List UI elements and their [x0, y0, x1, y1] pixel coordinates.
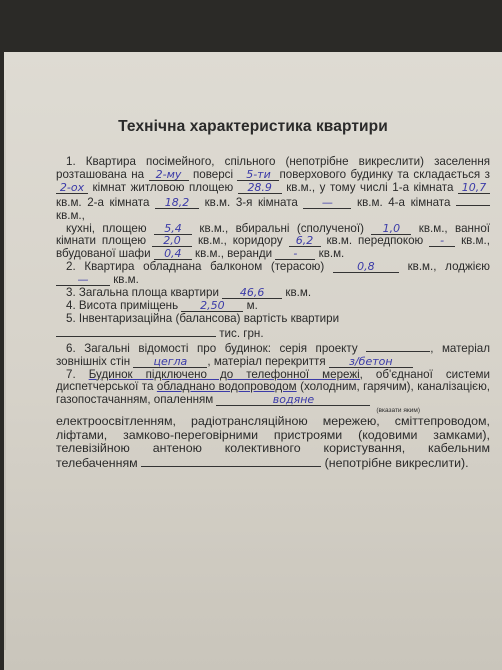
field-floor[interactable]: 2-му [149, 169, 189, 181]
field-veranda[interactable]: - [275, 248, 315, 260]
text: 4. Висота приміщень [66, 298, 179, 312]
field-hall[interactable]: - [429, 235, 455, 247]
text: 7. [66, 367, 76, 381]
paragraph-1 [56, 156, 490, 223]
field-bathroom[interactable]: 2,0 [152, 235, 192, 247]
text: кв.м. 4-а кімната [357, 195, 451, 209]
text: кв.м. [318, 247, 345, 261]
text: об'єднаної системи диспетчерської та [56, 367, 490, 394]
text: (непотрібне викреслити). [324, 456, 469, 470]
field-project-series[interactable] [366, 341, 430, 352]
document-body [56, 156, 490, 471]
text: кв.м., вбудованої шафи [56, 234, 490, 261]
field-wall-material[interactable]: цегла [133, 356, 207, 368]
text: кв.м., [56, 208, 85, 222]
text: 1. Квартира посімейного, спільного (непотрібне викреслити) заселення розташована на [56, 155, 490, 181]
field-loggia[interactable]: — [56, 274, 110, 286]
document-title: Технічна характеристика квартири [118, 118, 388, 135]
text: тис. грн. [219, 326, 264, 340]
field-room-1[interactable]: 10,7 [458, 182, 490, 194]
field-kitchen[interactable]: 5,4 [154, 223, 192, 235]
text: , матеріал зовнішніх стін [56, 341, 490, 368]
field-value[interactable] [56, 326, 216, 337]
field-corridor[interactable]: 6,2 [289, 235, 321, 247]
text: кв.м., у тому числі 1-а кімната [286, 180, 454, 194]
page-fold [4, 90, 6, 650]
text: кв.м., веранди [195, 247, 273, 261]
paragraph-6 [56, 341, 490, 369]
text: кв.м. 2-а кімната [56, 195, 150, 209]
text: кімнат житловою площею [92, 180, 234, 194]
text: поверсі [193, 167, 234, 181]
text: 5. Інвентаризаційна (балансова) вартість квартири [66, 311, 340, 325]
hint-specify: (вказати яким) [376, 407, 420, 415]
text: поверхового будинку та складається з [279, 167, 490, 181]
text: м. [246, 298, 258, 312]
field-total-area[interactable]: 46,6 [222, 287, 282, 299]
text-underlined: Будинок підключено до телефонної мережі, [88, 367, 363, 381]
text: 6. Загальні відомості про будинок: серія проекту [66, 341, 358, 355]
field-heating[interactable]: водяне [216, 394, 370, 406]
field-room-2[interactable]: 18,2 [155, 197, 199, 209]
text: 2. Квартира обладнана балконом (терасою) [66, 260, 325, 274]
field-ceiling-material[interactable]: з/бетон [329, 356, 413, 368]
text: кв.м. [113, 273, 139, 287]
text: кухні, площею [66, 221, 147, 235]
field-cable[interactable] [141, 456, 321, 467]
paragraph-7b [56, 415, 490, 470]
field-toilet[interactable]: 1,0 [371, 223, 411, 235]
text: 3. Загальна площа квартири [66, 286, 219, 300]
text: , матеріал перекриття [207, 354, 326, 368]
field-height[interactable]: 2,50 [181, 300, 243, 312]
paragraph-7 [56, 369, 490, 408]
text: кв.м., коридору [197, 234, 283, 248]
field-room-4[interactable] [456, 195, 490, 206]
text: кв.м., ванної кімнати площею [56, 221, 490, 248]
text-underlined: обладнано водопроводом [156, 380, 297, 394]
paragraph-1b [56, 223, 490, 262]
field-rooms[interactable]: 2-ох [56, 182, 88, 194]
field-floors-total[interactable]: 5-ти [237, 169, 279, 181]
text: кв.м. [285, 286, 312, 300]
document-page [4, 52, 502, 670]
field-closet[interactable]: 0,4 [154, 248, 192, 260]
field-room-3[interactable]: — [303, 197, 351, 209]
text: кв.м. 3-я кімната [204, 195, 298, 209]
text: кв.м., лоджією [407, 260, 490, 274]
paragraph-5 [56, 313, 490, 341]
text: кв.м. передпокою [326, 234, 424, 248]
text: кв.м., вбиральні (сполученої) [199, 221, 364, 235]
paragraph-2 [56, 261, 490, 287]
text: (холодним, гарячим), каналізацією, газопостачанням, опаленням [56, 380, 490, 407]
field-balcony[interactable]: 0,8 [333, 261, 399, 273]
text: електроосвітленням, радіотрансляційною мережею, сміттепроводом, ліфтами, замково-переговірними пристроями (кодовими замками), телевізійною антеною колективного користування, кабельним телебаченням [56, 414, 490, 470]
field-living-area[interactable]: 28.9 [238, 182, 282, 194]
